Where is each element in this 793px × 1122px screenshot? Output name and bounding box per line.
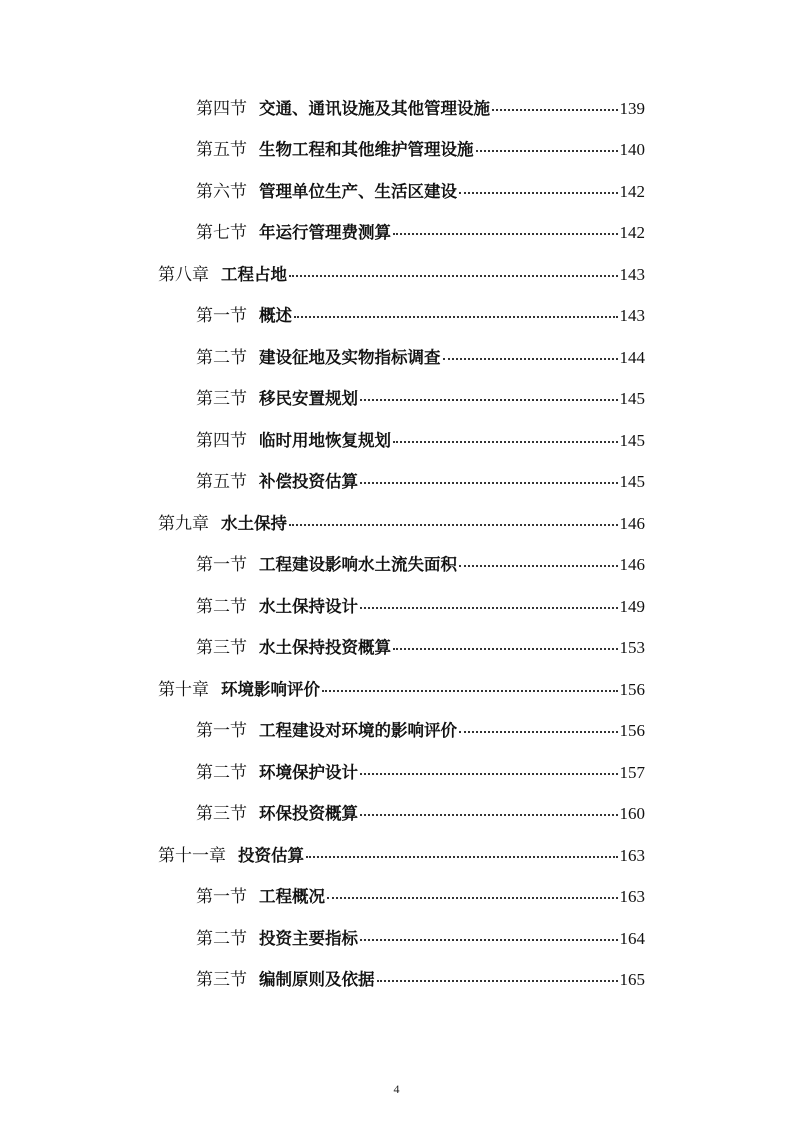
toc-label (196, 804, 358, 824)
toc-prefix: 第三节 (196, 389, 247, 410)
toc-title: 投资估算 (238, 845, 304, 865)
toc-label (196, 929, 358, 949)
dot-leader (459, 192, 618, 194)
toc-entry[interactable] (158, 846, 645, 866)
toc-label (196, 638, 391, 658)
toc-row[interactable] (0, 213, 793, 255)
toc-page-number: 142 (619, 223, 645, 243)
toc-prefix: 第一节 (196, 887, 247, 908)
toc-page-number: 157 (619, 762, 645, 782)
toc-row[interactable] (0, 130, 793, 172)
toc-prefix: 第三节 (196, 638, 247, 659)
toc-entry[interactable] (196, 140, 645, 160)
toc-page-number: 163 (619, 845, 645, 865)
dot-leader (327, 897, 618, 899)
toc-entry[interactable] (196, 348, 645, 368)
toc-title: 环境保护设计 (259, 762, 358, 782)
toc-page-number: 153 (619, 638, 645, 658)
toc-row[interactable] (0, 503, 793, 545)
toc-row[interactable] (0, 462, 793, 504)
dot-leader (289, 275, 618, 277)
toc-label (196, 348, 441, 368)
toc-prefix: 第二节 (196, 762, 247, 783)
toc-row[interactable] (0, 960, 793, 1002)
toc-prefix: 第二节 (196, 928, 247, 949)
toc-entry[interactable] (158, 680, 645, 700)
toc-title: 交通、通讯设施及其他管理设施 (259, 98, 490, 118)
toc-entry[interactable] (196, 555, 645, 575)
page-number: 4 (393, 1082, 400, 1096)
toc-page-number: 146 (619, 555, 645, 575)
toc-label (196, 182, 457, 202)
toc-prefix: 第一节 (196, 721, 247, 742)
toc-row[interactable] (0, 918, 793, 960)
dot-leader (393, 441, 618, 443)
dot-leader (306, 856, 618, 858)
toc-page-number: 139 (619, 98, 645, 118)
toc-entry[interactable] (196, 99, 645, 119)
toc-page-number: 149 (619, 596, 645, 616)
toc-row[interactable] (0, 877, 793, 919)
toc-page-number: 143 (619, 306, 645, 326)
toc-page-number: 156 (619, 679, 645, 699)
toc-entry[interactable] (196, 597, 645, 617)
toc-title: 水土保持设计 (259, 596, 358, 616)
toc-label (196, 431, 391, 451)
dot-leader (360, 814, 618, 816)
toc-row[interactable] (0, 711, 793, 753)
dot-leader (360, 773, 618, 775)
toc-entry[interactable] (196, 970, 645, 990)
toc-page-number: 145 (619, 472, 645, 492)
dot-leader (443, 358, 618, 360)
toc-label (158, 514, 287, 534)
toc-title: 工程建设影响水土流失面积 (259, 555, 457, 575)
toc-page-number: 145 (619, 389, 645, 409)
toc-row[interactable] (0, 586, 793, 628)
toc-page-number: 146 (619, 513, 645, 533)
toc-label (196, 555, 457, 575)
toc-title: 工程占地 (221, 264, 287, 284)
toc-prefix: 第一节 (196, 306, 247, 327)
toc-label (196, 99, 490, 119)
toc-prefix: 第二节 (196, 596, 247, 617)
toc-page-number: 143 (619, 264, 645, 284)
toc-label (158, 265, 287, 285)
toc-page-number: 165 (619, 970, 645, 990)
toc-label (196, 140, 474, 160)
toc-row[interactable] (0, 835, 793, 877)
toc-title: 临时用地恢复规划 (259, 430, 391, 450)
dot-leader (322, 690, 618, 692)
toc-label (158, 846, 304, 866)
toc-label (196, 306, 292, 326)
dot-leader (360, 939, 618, 941)
toc-row[interactable] (0, 794, 793, 836)
toc-page-number: 160 (619, 804, 645, 824)
toc-label (196, 597, 358, 617)
toc-label (196, 763, 358, 783)
dot-leader (492, 109, 618, 111)
toc-title: 编制原则及依据 (259, 970, 375, 990)
toc-entry[interactable] (196, 929, 645, 949)
toc-title: 工程概况 (259, 887, 325, 907)
toc-entry[interactable] (196, 389, 645, 409)
toc-row[interactable] (0, 545, 793, 587)
toc-row[interactable] (0, 296, 793, 338)
toc-page-number: 156 (619, 721, 645, 741)
toc-row[interactable] (0, 171, 793, 213)
toc-entry[interactable] (196, 804, 645, 824)
toc-row[interactable] (0, 254, 793, 296)
toc-title: 水土保持投资概算 (259, 638, 391, 658)
toc-prefix: 第三节 (196, 970, 247, 991)
toc-label (196, 472, 358, 492)
toc-label (196, 223, 391, 243)
dot-leader (393, 648, 618, 650)
dot-leader (360, 607, 618, 609)
toc-title: 工程建设对环境的影响评价 (259, 721, 457, 741)
toc-page-number: 142 (619, 181, 645, 201)
toc-title: 水土保持 (221, 513, 287, 533)
toc-row[interactable] (0, 628, 793, 670)
toc-page-number: 145 (619, 430, 645, 450)
toc-entry[interactable] (196, 638, 645, 658)
toc-entry[interactable] (196, 721, 645, 741)
toc-prefix: 第七节 (196, 223, 247, 244)
toc-title: 环境影响评价 (221, 679, 320, 699)
toc-prefix: 第八章 (158, 264, 209, 285)
toc-title: 补偿投资估算 (259, 472, 358, 492)
toc-entry[interactable] (158, 265, 645, 285)
toc-title: 生物工程和其他维护管理设施 (259, 140, 474, 160)
toc-label (196, 970, 375, 990)
toc-prefix: 第十章 (158, 679, 209, 700)
dot-leader (294, 316, 618, 318)
toc-row[interactable] (0, 337, 793, 379)
toc-prefix: 第五节 (196, 472, 247, 493)
toc-label (196, 721, 457, 741)
toc-entry[interactable] (196, 472, 645, 492)
toc-prefix: 第二节 (196, 347, 247, 368)
toc-title: 投资主要指标 (259, 928, 358, 948)
toc-prefix: 第九章 (158, 513, 209, 534)
toc-label (196, 389, 358, 409)
toc-row[interactable] (0, 752, 793, 794)
toc-title: 概述 (259, 306, 292, 326)
toc-title: 管理单位生产、生活区建设 (259, 181, 457, 201)
toc-title: 建设征地及实物指标调查 (259, 347, 441, 367)
dot-leader (360, 482, 618, 484)
toc-page-number: 164 (619, 928, 645, 948)
dot-leader (476, 150, 618, 152)
dot-leader (360, 399, 618, 401)
toc-prefix: 第五节 (196, 140, 247, 161)
toc-title: 年运行管理费测算 (259, 223, 391, 243)
toc-prefix: 第三节 (196, 804, 247, 825)
toc-entry[interactable] (196, 887, 645, 907)
toc-prefix: 第四节 (196, 430, 247, 451)
toc-row[interactable] (0, 88, 793, 130)
dot-leader (393, 233, 618, 235)
toc-entry[interactable] (196, 223, 645, 243)
toc-page-number: 163 (619, 887, 645, 907)
toc-label (196, 887, 325, 907)
toc-entry[interactable] (196, 306, 645, 326)
toc-entry[interactable] (158, 514, 645, 534)
table-of-contents (0, 88, 793, 1001)
toc-entry[interactable] (196, 182, 645, 202)
toc-page-number: 144 (619, 347, 645, 367)
toc-row[interactable] (0, 420, 793, 462)
dot-leader (377, 980, 618, 982)
toc-page-number: 140 (619, 140, 645, 160)
toc-label (158, 680, 320, 700)
toc-prefix: 第六节 (196, 181, 247, 202)
toc-prefix: 第一节 (196, 555, 247, 576)
toc-prefix: 第十一章 (158, 845, 226, 866)
dot-leader (289, 524, 618, 526)
toc-title: 环保投资概算 (259, 804, 358, 824)
dot-leader (459, 565, 618, 567)
toc-title: 移民安置规划 (259, 389, 358, 409)
toc-prefix: 第四节 (196, 98, 247, 119)
toc-entry[interactable] (196, 431, 645, 451)
dot-leader (459, 731, 618, 733)
toc-row[interactable] (0, 379, 793, 421)
toc-entry[interactable] (196, 763, 645, 783)
toc-row[interactable] (0, 669, 793, 711)
